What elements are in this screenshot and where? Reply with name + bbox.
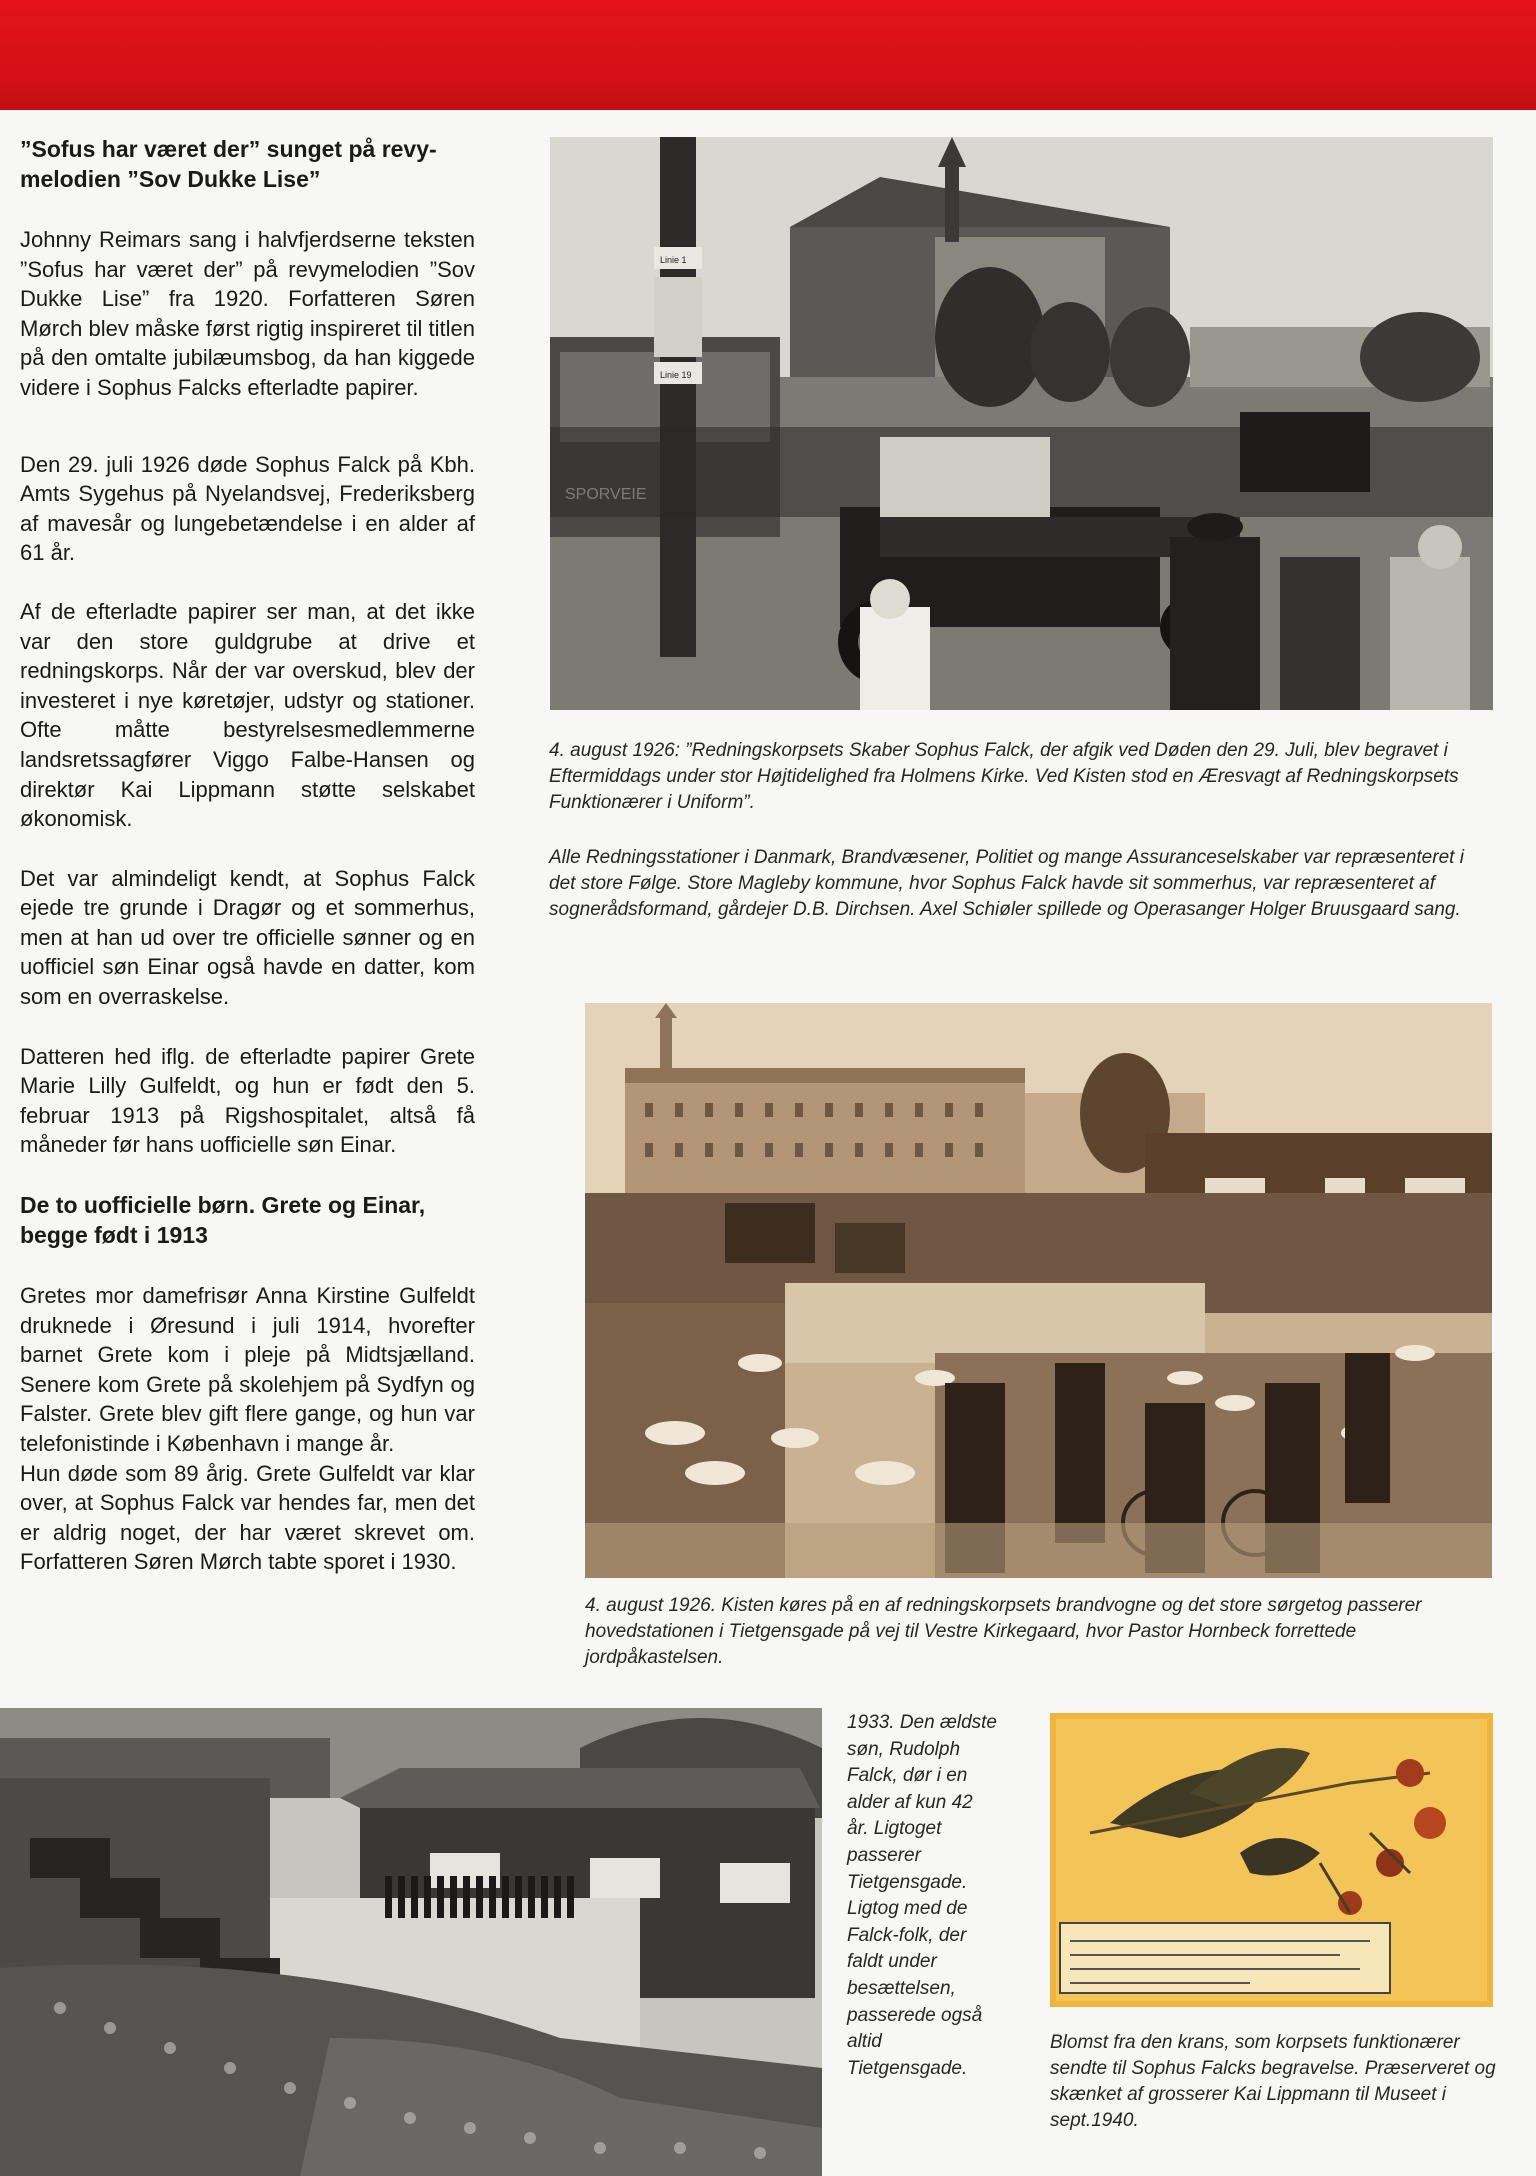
caption-photo-1: 4. august 1926: ”Redningskorpsets Skaber Sophus Falck, der afgik ved Døden den 29. Juli, blev begravet i Eftermiddags under stor Højtidelighed fra Holmens Kirke. Ved Kisten stod en Æresvagt af Redningskorpsets Funktionærer i Uniform”. bbox=[549, 740, 1459, 813]
article-text-column bbox=[20, 134, 475, 1577]
article-paragraph: Af de efterladte papirer ser man, at det ikke var den store guldgrube at drive et redningskorps. Når der var overskud, blev der investeret i nye køretøjer, udstyr og stationer. Ofte måtte bestyrelsesmedlemmerne landsretssagfører Viggo Falbe-Hansen og direktør Kai Lippmann støtte selskabet økonomisk. bbox=[20, 598, 475, 832]
photo-funeral-procession-1926 bbox=[550, 137, 1493, 710]
svg-text:Linie 19: Linie 19 bbox=[660, 370, 692, 380]
svg-text:Linie 1: Linie 1 bbox=[660, 255, 687, 265]
article-paragraph: Johnny Reimars sang i halvfjerdserne teksten ”Sofus har været der” på revymelodien ”Sov Dukke Lise” fra 1920. Forfatteren Søren Mørch blev måske først rigtig inspireret til titlen på den omtalte jubilæumsbog, da han kiggede videre i Sophus Falcks efterladte papirer. bbox=[20, 227, 475, 400]
article-paragraph: Det var almindeligt kendt, at Sophus Falck ejede tre grunde i Dragør og et sommerhus, men at han ud over tre officielle sønner og en uofficiel søn Einar også havde en datter, kom som en overraskelse. bbox=[20, 865, 475, 1010]
section-heading-children: De to uofficielle børn. Grete og Einar, begge født i 1913 bbox=[20, 1192, 426, 1249]
photo-procession-1933 bbox=[0, 1708, 822, 2176]
article-paragraph: Den 29. juli 1926 døde Sophus Falck på Kbh. Amts Sygehus på Nyelandsvej, Frederiksberg af mavesår og lungebetændelse i en alder af 61 år. bbox=[20, 451, 475, 566]
caption-photo-4: Blomst fra den krans, som korpsets funktionærer sendte til Sophus Falcks begravelse. Præserveret og skænket af grosserer Kai Lippmann til Museet i sept.1940. bbox=[1050, 2032, 1496, 2131]
top-color-bar bbox=[0, 0, 1536, 110]
caption-photo-3: 1933. Den ældste søn, Rudolph Falck, dør i en alder af kun 42 år. Ligtoget passerer Tietgensgade. Ligtog med de Falck-folk, der faldt under besættelsen, passerede også altid Tietgensgade. bbox=[847, 1712, 997, 2079]
photo-preserved-flower-card bbox=[1050, 1713, 1493, 2007]
section-heading-sofus: ”Sofus har været der” sunget på revymelodien ”Sov Dukke Lise” bbox=[20, 136, 437, 192]
article-paragraph: Gretes mor damefrisør Anna Kirstine Gulfeldt druknede i Øresund i juli 1914, hvorefter barnet Grete kom i pleje på Midtsjælland. Senere kom Grete på skolehjem på Sydfyn og Falster. Grete blev gift flere gange, og hun var telefonistinde i København i mange år. bbox=[20, 1283, 475, 1456]
photo-crowd-tietgensgade-1926 bbox=[585, 1003, 1492, 1578]
article-paragraph: Hun døde som 89 årig. Grete Gulfeldt var klar over, at Sophus Falck var hendes far, men det er aldrig noget, der har været skrevet om. Forfatteren Søren Mørch tabte sporet i 1930. bbox=[20, 1460, 475, 1575]
article-paragraph: Datteren hed iflg. de efterladte papirer Grete Marie Lilly Gulfeldt, og hun er født den 5. februar 1913 på Rigshospitalet, altså få måneder før hans uofficielle søn Einar. bbox=[20, 1043, 475, 1158]
caption-photo-2: 4. august 1926. Kisten køres på en af redningskorpsets brandvogne og det store sørgetog passerer hovedstationen i Tietgensgade på vej til Vestre Kirkegaard, hvor Pastor Hornbeck forrettede jordpåkastelsen. bbox=[585, 1595, 1422, 1668]
caption-photo-1-continued: Alle Redningsstationer i Danmark, Brandvæsener, Politiet og mange Assuranceselskaber var repræsenteret i det store Følge. Store Magleby kommune, hvor Sophus Falck havde sit sommerhus, var repræsenteret af sognerådsformand, gårdejer D.B. Dirchsen. Axel Schiøler spillede og Operasanger Holger Bruusgaard sang. bbox=[549, 847, 1464, 920]
